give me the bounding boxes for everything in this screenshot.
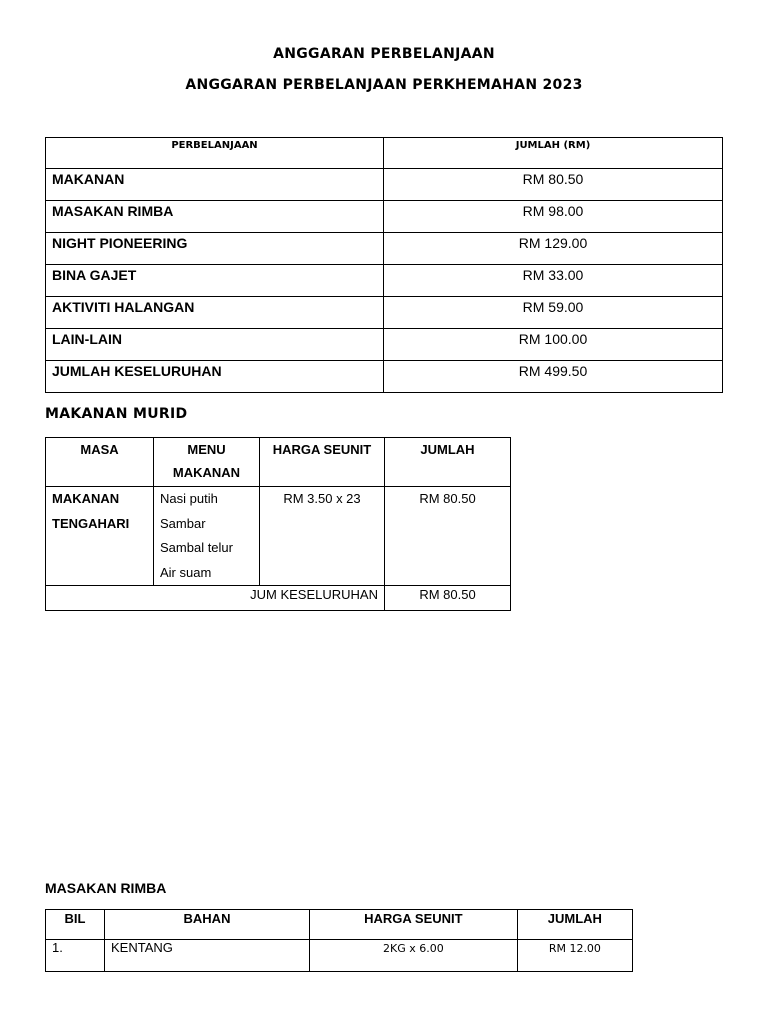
header-perbelanjaan: PERBELANJAAN (46, 138, 384, 169)
expense-item: MAKANAN (46, 169, 384, 201)
header-bahan: BAHAN (105, 910, 310, 940)
total-value: RM 80.50 (385, 586, 511, 611)
table-row (46, 265, 723, 297)
total-row (46, 586, 511, 611)
jumlah-cell: RM 12.00 (517, 940, 632, 972)
bil-cell: 1. (46, 940, 105, 972)
table-header-row (46, 910, 633, 940)
expense-item: MASAKAN RIMBA (46, 201, 384, 233)
jumlah-cell: RM 80.50 (385, 487, 511, 586)
table-row (46, 329, 723, 361)
header-bil: BIL (46, 910, 105, 940)
menu-cell (154, 487, 260, 586)
menu-item: Air suam (160, 564, 212, 580)
header-harga-seunit: HARGA SEUNIT (260, 438, 385, 487)
expense-amount: RM 100.00 (384, 329, 723, 361)
expense-item: JUMLAH KESELURUHAN (46, 361, 384, 393)
table-header-row (46, 438, 511, 487)
bahan-cell: KENTANG (105, 940, 310, 972)
expense-amount: RM 129.00 (384, 233, 723, 265)
expense-item: AKTIVITI HALANGAN (46, 297, 384, 329)
expense-amount: RM 98.00 (384, 201, 723, 233)
header-masa: MASA (46, 438, 154, 487)
table-row (46, 361, 723, 393)
header-jumlah: JUMLAH (385, 438, 511, 487)
expense-amount: RM 59.00 (384, 297, 723, 329)
expense-amount: RM 80.50 (384, 169, 723, 201)
document-title: ANGGARAN PERBELANJAAN (273, 46, 495, 62)
makanan-murid-table (45, 437, 511, 611)
menu-item: Nasi putih (160, 491, 218, 506)
menu-item: Sambar (160, 515, 206, 531)
header-menu-makanan: MENU MAKANAN (154, 438, 260, 487)
total-label: JUM KESELURUHAN (46, 586, 385, 611)
expense-item: NIGHT PIONEERING (46, 233, 384, 265)
table-header-row (46, 138, 723, 169)
expense-amount: RM 33.00 (384, 265, 723, 297)
table-row (46, 201, 723, 233)
header-jumlah: JUMLAH (RM) (384, 138, 723, 169)
expense-item: LAIN-LAIN (46, 329, 384, 361)
header-jumlah: JUMLAH (517, 910, 632, 940)
table-row (46, 297, 723, 329)
harga-cell: 2KG x 6.00 (310, 940, 518, 972)
document-subtitle: ANGGARAN PERBELANJAAN PERKHEMAHAN 2023 (185, 77, 583, 93)
table-row (46, 487, 511, 586)
masakan-rimba-table (45, 909, 633, 972)
harga-cell: RM 3.50 x 23 (260, 487, 385, 586)
header-harga-seunit: HARGA SEUNIT (310, 910, 518, 940)
expense-summary-table (45, 137, 723, 393)
section-heading-masakan-rimba: MASAKAN RIMBA (45, 880, 167, 896)
expense-item: BINA GAJET (46, 265, 384, 297)
table-row (46, 940, 633, 972)
menu-item: Sambal telur (160, 540, 233, 555)
masa-cell: MAKANAN TENGAHARI (46, 487, 154, 586)
table-row (46, 169, 723, 201)
section-heading-makanan-murid: MAKANAN MURID (45, 406, 188, 422)
table-row (46, 233, 723, 265)
expense-amount: RM 499.50 (384, 361, 723, 393)
